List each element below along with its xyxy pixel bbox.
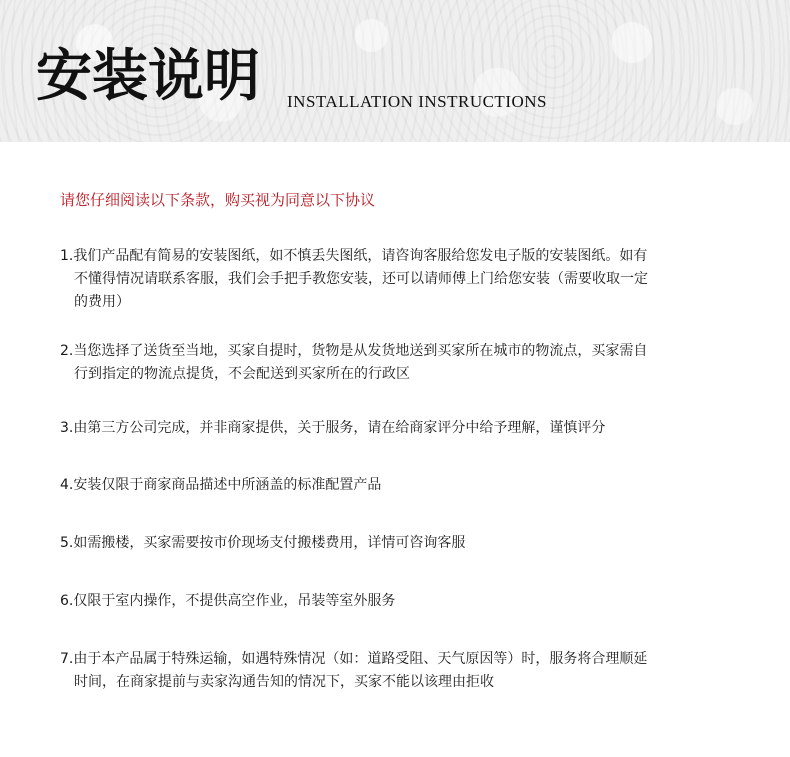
term-item-4 <box>60 474 740 497</box>
term-item-6 <box>60 590 740 613</box>
term-line: 5.如需搬楼，买家需要按市价现场支付搬楼费用，详情可咨询客服 <box>60 535 466 551</box>
term-line: 6.仅限于室内操作，不提供高空作业，吊装等室外服务 <box>60 593 396 609</box>
term-line: 7.由于本产品属于特殊运输，如遇特殊情况（如：道路受阻、天气原因等）时，服务将合理顺延 <box>60 651 648 667</box>
term-line: 不懂得情况请联系客服，我们会手把手教您安装，还可以请师傅上门给您安装（需要收取一定 <box>74 271 648 287</box>
term-line: 1.我们产品配有简易的安装图纸，如不慎丢失图纸，请咨询客服给您发电子版的安装图纸。如有 <box>60 248 648 264</box>
term-item-5 <box>60 532 740 555</box>
page-subtitle: INSTALLATION INSTRUCTIONS <box>287 92 547 111</box>
header-banner <box>0 0 790 142</box>
term-line: 2.当您选择了送货至当地，买家自提时，货物是从发货地送到买家所在城市的物流点，买家需自 <box>60 343 648 359</box>
term-line: 4.安装仅限于商家商品描述中所涵盖的标准配置产品 <box>60 477 382 493</box>
page-title: 安装说明 <box>36 43 260 109</box>
term-item-1 <box>60 245 740 314</box>
agreement-notice: 请您仔细阅读以下条款，购买视为同意以下协议 <box>60 191 376 209</box>
term-item-3 <box>60 417 740 440</box>
term-line: 行到指定的物流点提货，不会配送到买家所在的行政区 <box>74 366 410 382</box>
term-line: 3.由第三方公司完成，并非商家提供，关于服务，请在给商家评分中给予理解，谨慎评分 <box>60 420 606 436</box>
term-line: 的费用） <box>74 294 130 310</box>
term-item-7 <box>60 648 740 694</box>
term-line: 时间，在商家提前与卖家沟通告知的情况下，买家不能以该理由拒收 <box>74 674 494 690</box>
term-item-2 <box>60 340 740 386</box>
